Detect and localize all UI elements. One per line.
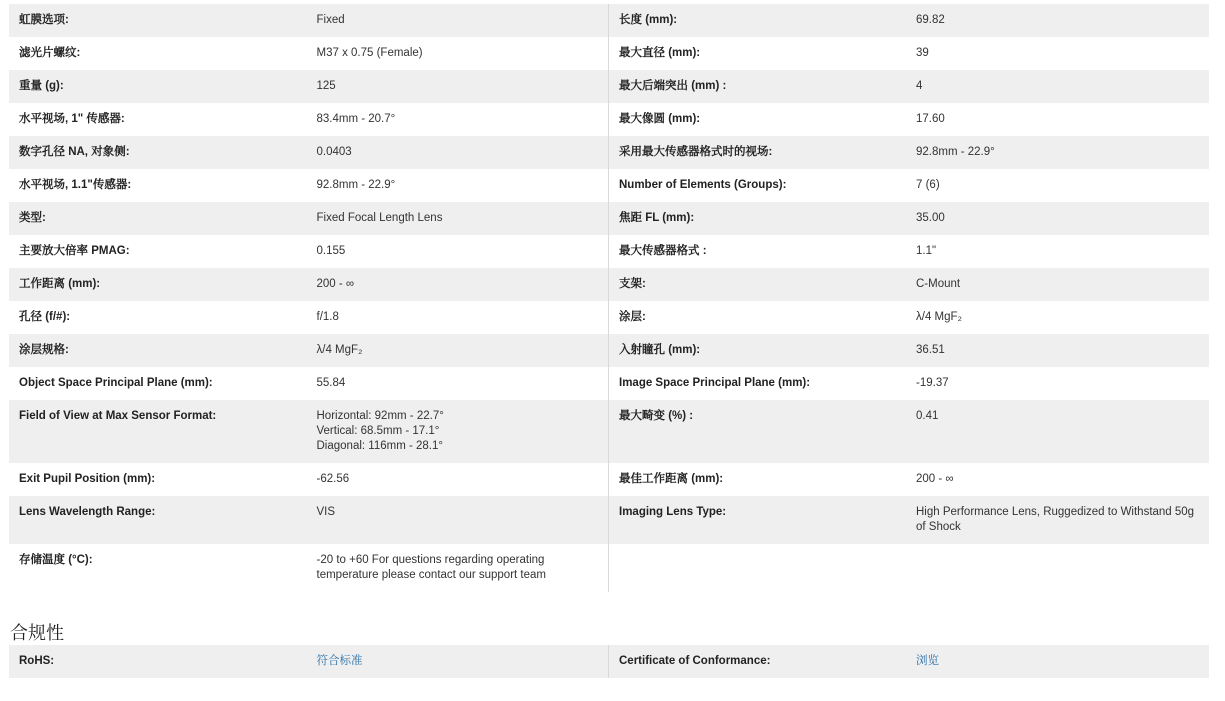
spec-label: 最大后端突出 (mm) : (619, 80, 727, 92)
spec-label (609, 544, 906, 592)
spec-value: 17.60 (916, 113, 945, 125)
spec-value: M37 x 0.75 (Female) (316, 47, 423, 59)
spec-value: 0.41 (916, 410, 939, 422)
spec-value: 1.1" (916, 245, 937, 257)
spec-row (9, 400, 1209, 463)
spec-value: -19.37 (916, 377, 949, 389)
rohs-label: RoHS: (19, 655, 55, 667)
spec-row (9, 334, 1209, 367)
spec-row (9, 169, 1209, 202)
spec-label: 孔径 (f/#): (19, 311, 71, 323)
spec-row (9, 103, 1209, 136)
spec-row (9, 496, 1209, 544)
spec-row (9, 367, 1209, 400)
spec-value: 200 - ∞ (916, 473, 954, 485)
spec-label: 入射瞳孔 (mm): (619, 344, 701, 356)
spec-row (9, 301, 1209, 334)
spec-label: 焦距 FL (mm): (619, 212, 695, 224)
compliance-row (9, 645, 1209, 678)
spec-label: Imaging Lens Type: (619, 506, 727, 518)
spec-value: 69.82 (916, 14, 945, 26)
spec-row (9, 463, 1209, 496)
spec-value: 92.8mm - 22.9° (316, 179, 396, 191)
compliance-table (9, 645, 1209, 678)
spec-row (9, 235, 1209, 268)
spec-label: Field of View at Max Sensor Format: (19, 410, 217, 422)
compliance-section-title: 合规性 (10, 623, 64, 643)
coc-label: Certificate of Conformance: (619, 655, 771, 667)
spec-value: 55.84 (316, 377, 346, 389)
spec-label: 最佳工作距离 (mm): (619, 473, 724, 485)
spec-value: 39 (916, 47, 929, 59)
spec-value: 36.51 (916, 344, 945, 356)
spec-value: High Performance Lens, Ruggedized to Withstand 50g of Shock (916, 506, 1195, 533)
spec-value: Fixed Focal Length Lens (316, 212, 443, 224)
spec-value: -62.56 (316, 473, 350, 485)
spec-table (9, 4, 1209, 592)
spec-value: λ/4 MgF₂ (916, 311, 962, 323)
spec-value: VIS (316, 506, 336, 518)
spec-row (9, 37, 1209, 70)
spec-label: 工作距离 (mm): (19, 278, 101, 290)
spec-value: 92.8mm - 22.9° (916, 146, 995, 158)
spec-label: 存储温度 (°C): (19, 554, 93, 566)
spec-label: Lens Wavelength Range: (19, 506, 156, 518)
spec-label: 主要放大倍率 PMAG: (19, 245, 130, 257)
spec-label: 涂层规格: (19, 344, 69, 356)
spec-value: Horizontal: 92mm - 22.7° Vertical: 68.5mm - 17.1° Diagonal: 116mm - 28.1° (316, 410, 444, 452)
spec-label: 最大像圆 (mm): (619, 113, 701, 125)
spec-label: 支架: (619, 278, 646, 290)
spec-value: 0.0403 (316, 146, 352, 158)
spec-row (9, 544, 1209, 592)
spec-value: -20 to +60 For questions regarding operating temperature please contact our support team (316, 554, 546, 581)
spec-value: 7 (6) (916, 179, 940, 191)
spec-row (9, 268, 1209, 301)
spec-label: 滤光片螺纹: (19, 47, 81, 59)
spec-label: Image Space Principal Plane (mm): (619, 377, 811, 389)
spec-label: 虹膜选项: (19, 14, 69, 26)
spec-label: 类型: (19, 212, 46, 224)
spec-value: 200 - ∞ (316, 278, 355, 290)
coc-view-link[interactable]: 浏览 (916, 655, 939, 667)
spec-row (9, 202, 1209, 235)
spec-label: 采用最大传感器格式时的视场: (619, 146, 773, 158)
spec-value: 0.155 (316, 245, 346, 257)
spec-row (9, 136, 1209, 169)
spec-row (9, 70, 1209, 103)
spec-label: 涂层: (619, 311, 646, 323)
spec-label: Number of Elements (Groups): (619, 179, 787, 191)
spec-value (906, 544, 1209, 592)
spec-value: C-Mount (916, 278, 961, 290)
spec-label: 重量 (g): (19, 80, 64, 92)
spec-value: λ/4 MgF₂ (316, 344, 363, 356)
spec-label: 最大畸变 (%) : (619, 410, 694, 422)
spec-value: Fixed (316, 14, 345, 26)
spec-label: 最大传感器格式 : (619, 245, 707, 257)
spec-label: Exit Pupil Position (mm): (19, 473, 156, 485)
spec-value: 35.00 (916, 212, 945, 224)
rohs-compliant-link[interactable]: 符合标准 (316, 655, 363, 667)
spec-value: 125 (316, 80, 336, 92)
spec-label: 水平视场, 1" 传感器: (19, 113, 125, 125)
spec-label: 最大直径 (mm): (619, 47, 701, 59)
spec-row (9, 4, 1209, 37)
spec-label: 长度 (mm): (619, 14, 678, 26)
spec-label: 数字孔径 NA, 对象侧: (19, 146, 130, 158)
spec-value: 83.4mm - 20.7° (316, 113, 396, 125)
spec-value: 4 (916, 80, 923, 92)
spec-label: 水平视场, 1.1"传感器: (19, 179, 132, 191)
spec-label: Object Space Principal Plane (mm): (19, 377, 213, 389)
spec-value: f/1.8 (316, 311, 339, 323)
